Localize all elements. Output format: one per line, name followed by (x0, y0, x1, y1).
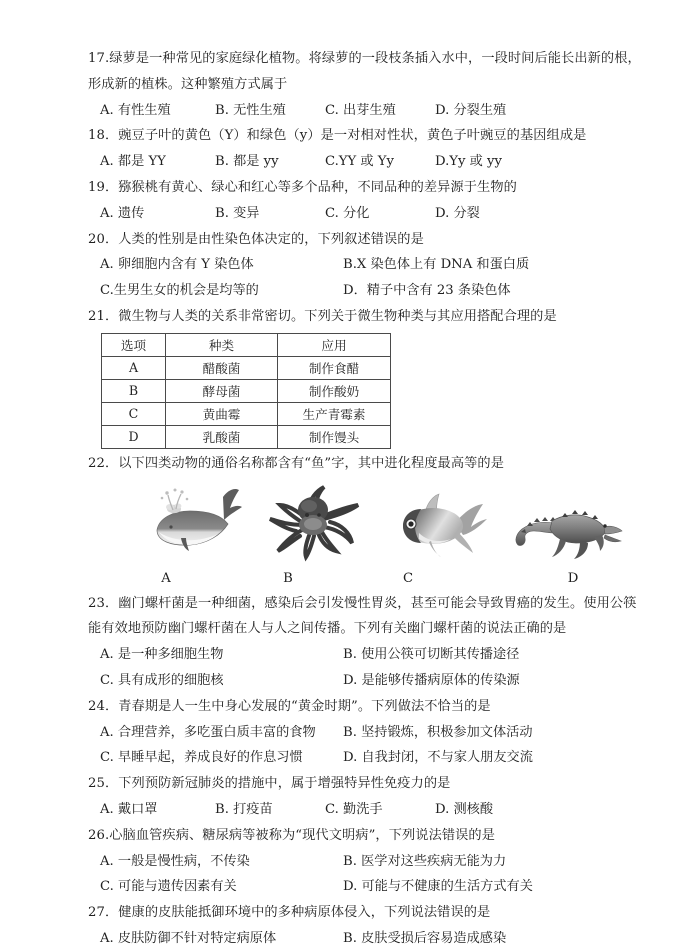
question-block-24 (88, 694, 648, 771)
figure-label-a: A (161, 570, 171, 586)
option-a[interactable]: A. 遗传 (100, 205, 145, 221)
option-a[interactable]: A. 卵细胞内含有 Y 染色体 (100, 257, 254, 273)
option-row (88, 252, 648, 278)
option-row (88, 926, 648, 952)
option-b[interactable]: B. 无性生殖 (215, 102, 286, 118)
microbe-table-wrapper (88, 333, 648, 449)
option-d[interactable]: D. 测核酸 (435, 801, 494, 817)
question-stem-line: 18．豌豆子叶的黄色（Y）和绿色（y）是一对相对性状，黄色子叶豌豆的基因组成是 (88, 128, 587, 144)
table-header-row (102, 333, 391, 356)
option-c[interactable]: C. 出芽生殖 (325, 102, 396, 118)
option-a[interactable]: A. 合理营养，多吃蛋白质丰富的食物 (100, 724, 316, 740)
whale-illustration (135, 481, 253, 567)
option-b[interactable]: B. 使用公筷可切断其传播途径 (343, 647, 520, 663)
option-a[interactable]: A. 有性生殖 (100, 102, 171, 118)
whale-body (157, 511, 228, 545)
question-block-21 (88, 304, 648, 449)
option-row (88, 720, 648, 746)
octopus-body-highlight (304, 518, 322, 530)
option-c[interactable]: C.YY 或 Yy (325, 154, 394, 170)
question-block-23 (88, 591, 648, 694)
option-b[interactable]: B. 都是 yy (215, 154, 279, 170)
figure-row (88, 481, 648, 567)
option-b[interactable]: B. 坚持锻炼，积极参加文体活动 (343, 724, 533, 740)
option-d[interactable]: D. 是能够传播病原体的传染源 (343, 672, 520, 688)
table-header-cell: 种类 (166, 333, 278, 356)
option-b[interactable]: B.X 染色体上有 DNA 和蛋白质 (343, 257, 530, 273)
figure-label-b: B (283, 570, 293, 586)
option-a[interactable]: A. 都是 YY (100, 154, 166, 170)
option-row (88, 849, 648, 875)
option-row (88, 874, 648, 900)
table-row (102, 425, 391, 448)
figure-option-d (506, 481, 624, 567)
question-stem-line: 24．青春期是人一生中身心发展的“黄金时期”。下列做法不恰当的是 (88, 698, 491, 714)
table-cell-kind: 乳酸菌 (166, 425, 278, 448)
option-a[interactable]: A. 戴口罩 (100, 801, 158, 817)
whale-tail (223, 489, 242, 520)
octopus-eye (305, 513, 309, 517)
goldfish-illustration (381, 481, 499, 567)
option-row (88, 797, 648, 823)
table-header-cell: 应用 (278, 333, 391, 356)
option-c[interactable]: C. 勤洗手 (325, 801, 383, 817)
question-block-20 (88, 227, 648, 304)
figure-label-row (88, 567, 648, 591)
table-cell-use: 制作馒头 (278, 425, 391, 448)
question-block-17 (88, 46, 648, 123)
crocodile-illustration (506, 481, 624, 567)
question-stem-line: 20．人类的性别是由性染色体决定的，下列叙述错误的是 (88, 231, 424, 247)
option-d[interactable]: D．精子中含有 23 条染色体 (343, 283, 511, 299)
option-b[interactable]: B. 医学对这些疾病无能为力 (343, 853, 507, 869)
question-stem-line: 27．健康的皮肤能抵御环境中的多种病原体侵入，下列说法错误的是 (88, 905, 491, 921)
table-header-cell: 选项 (102, 333, 166, 356)
option-row (88, 98, 648, 124)
table-cell-option: C (102, 402, 166, 425)
question-stem-line: 17.绿萝是一种常见的家庭绿化植物。将绿萝的一段枝条插入水中，一段时间后能长出新的根， (88, 51, 641, 66)
question-block-22 (88, 451, 648, 591)
table-cell-kind: 酵母菌 (166, 379, 278, 402)
table-cell-kind: 黄曲霉 (166, 402, 278, 425)
table-row (102, 379, 391, 402)
crocodile-fore-leg (574, 541, 588, 559)
crocodile-tail (516, 522, 556, 545)
question-block-19 (88, 175, 648, 227)
question-stem-line: 26.心脑血管疾病、糖尿病等被称为“现代文明病”，下列说法错误的是 (88, 827, 496, 843)
octopus-head-highlight (301, 500, 317, 512)
option-c[interactable]: C. 分化 (325, 205, 370, 221)
table-cell-kind: 醋酸菌 (166, 356, 278, 379)
octopus-eye (317, 513, 321, 517)
option-d[interactable]: D. 分裂 (435, 205, 480, 221)
table-row (102, 356, 391, 379)
octopus-illustration (258, 481, 376, 567)
option-c[interactable]: C. 具有成形的细胞核 (100, 672, 224, 688)
option-c[interactable]: C. 可能与遗传因素有关 (100, 879, 237, 895)
option-row (88, 642, 648, 668)
question-list (88, 46, 648, 952)
microbe-table (101, 333, 391, 449)
question-stem-line: 25．下列预防新冠肺炎的措施中，属于增强特异性免疫力的是 (88, 776, 451, 792)
option-b[interactable]: B. 打疫苗 (215, 801, 273, 817)
question-stem-line: 形成新的植株。这种繁殖方式属于 (88, 76, 288, 92)
table-cell-use: 生产青霉素 (278, 402, 391, 425)
option-row (88, 668, 648, 694)
table-cell-option: D (102, 425, 166, 448)
question-block-26 (88, 823, 648, 900)
table-cell-use: 制作酸奶 (278, 379, 391, 402)
figure-label-d: D (567, 570, 579, 586)
option-a[interactable]: A. 皮肤防御不针对特定病原体 (100, 930, 277, 946)
figure-option-a (135, 481, 253, 567)
table-cell-option: A (102, 356, 166, 379)
option-b[interactable]: B. 变异 (215, 205, 260, 221)
option-d[interactable]: D.Yy 或 yy (435, 154, 502, 170)
question-stem-line: 22．以下四类动物的通俗名称都含有“鱼”字，其中进化程度最高等的是 (88, 455, 504, 471)
question-stem-line: 23．幽门螺杆菌是一种细菌，感染后会引发慢性胃炎，甚至可能会导致胃癌的发生。使用公筷 (88, 595, 637, 611)
question-block-18 (88, 123, 648, 175)
option-row (88, 149, 648, 175)
question-stem-line: 能有效地预防幽门螺杆菌在人与人之间传播。下列有关幽门螺杆菌的说法正确的是 (88, 621, 567, 637)
option-d[interactable]: D. 可能与不健康的生活方式有关 (343, 879, 533, 895)
option-c[interactable]: C. 早睡早起，养成良好的作息习惯 (100, 750, 303, 766)
figure-option-b (258, 481, 376, 567)
figure-label-c: C (402, 570, 414, 586)
question-stem-line: 19．猕猴桃有黄心、绿心和红心等多个品种，不同品种的差异源于生物的 (88, 179, 517, 195)
table-cell-option: B (102, 379, 166, 402)
whale-spout (161, 488, 189, 513)
goldfish-pupil (408, 521, 413, 526)
figure-option-c (381, 481, 499, 567)
option-row (88, 201, 648, 227)
whale-eye (169, 525, 172, 528)
question-block-25 (88, 771, 648, 823)
table-row (102, 402, 391, 425)
crocodile-leg (594, 535, 604, 551)
crocodile-lower-jaw (604, 535, 621, 542)
option-row (88, 745, 648, 771)
option-row (88, 278, 648, 304)
option-a[interactable]: A. 一般是慢性病，不传染 (100, 853, 250, 869)
question-block-27 (88, 900, 648, 952)
crocodile-upper-jaw (604, 526, 622, 534)
option-d[interactable]: D. 自我封闭，不与家人朋友交流 (343, 750, 533, 766)
crocodile-hind-leg (552, 539, 566, 557)
option-c[interactable]: C.生男生女的机会是均等的 (100, 283, 259, 299)
option-d[interactable]: D. 分裂生殖 (435, 102, 507, 118)
table-cell-use: 制作食醋 (278, 356, 391, 379)
crocodile-eye (603, 524, 606, 527)
option-b[interactable]: B. 皮肤受损后容易造成感染 (343, 930, 507, 946)
question-stem-line: 21．微生物与人类的关系非常密切。下列关于微生物种类与其应用搭配合理的是 (88, 308, 557, 324)
option-a[interactable]: A. 是一种多细胞生物 (100, 647, 224, 663)
